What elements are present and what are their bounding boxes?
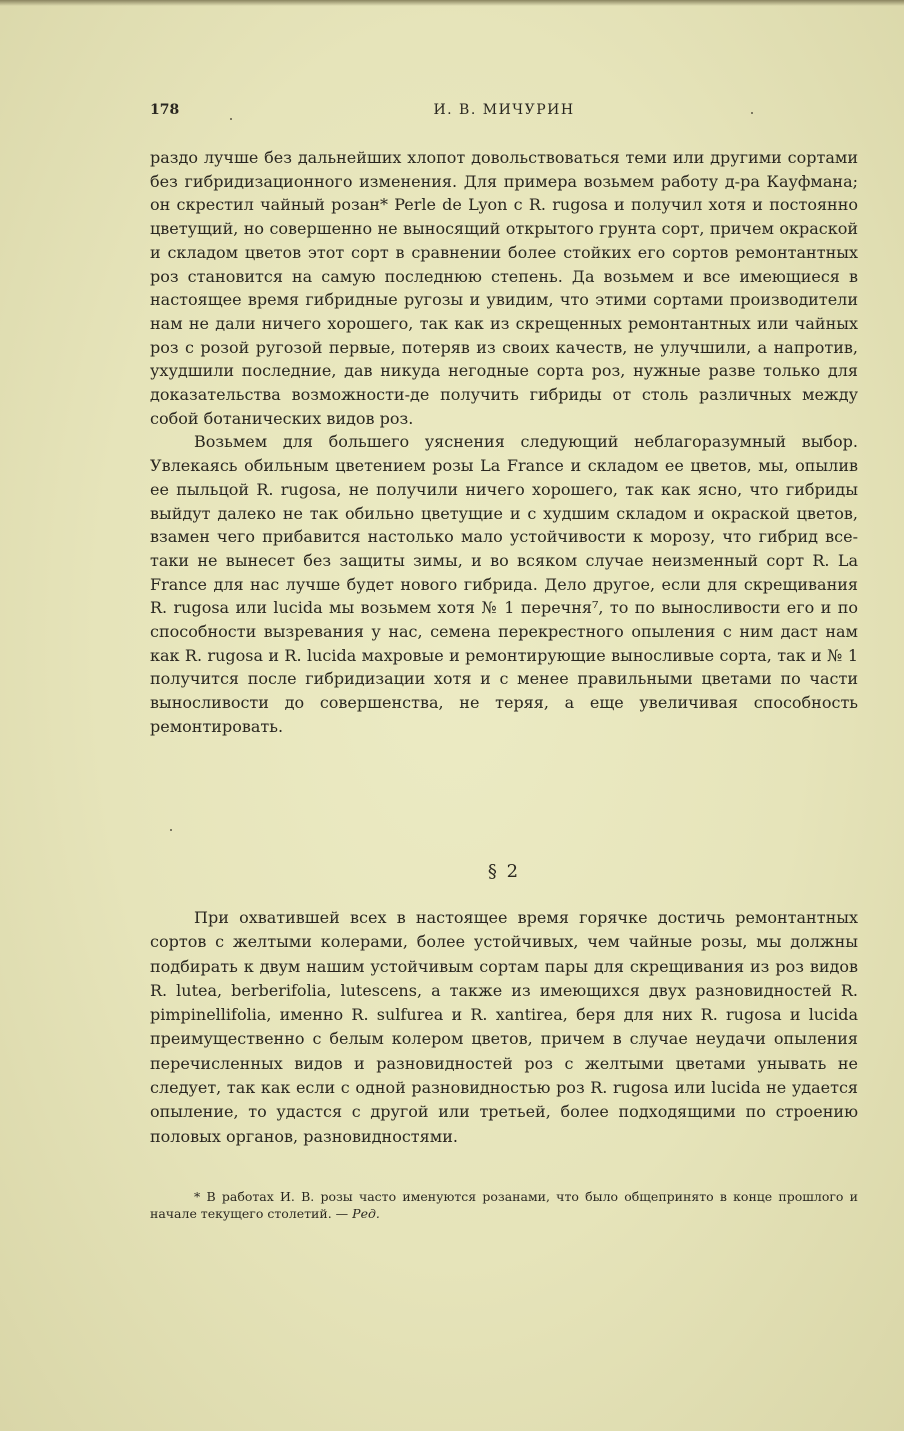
running-head: И. В. МИЧУРИН (433, 102, 575, 118)
footnote (150, 1188, 858, 1222)
paragraph-1: раздо лучше без дальнейших хлопот довольствоваться теми или другими сортами без гибридизационного изменения. Для примера возьмем работу д-ра Кауфмана; он скрестил чайный розан* Perle de Lyon с R. rugosa и получил хотя и постоянно цветущий, но совершенно не выносящий открытого грунта сорт, причем окраской и складом цветов этот сорт в сравнении более стойких его сортов ремонтантных роз становится на самую последнюю степень. Да возьмем и все имеющиеся в настоящее время гибридные ругозы и увидим, что этими сортами производители нам не дали ничего хорошего, так как из скрещенных ремонтантных или чайных роз с розой ругозой первые, потеряв из своих качеств, не улучшили, а напротив, ухудшили последние, дав никуда негодные сорта роз, нужные разве только для доказательства возможности-де получить гибриды от столь различных между собой ботанических видов роз. (150, 148, 858, 428)
main-text (150, 146, 858, 739)
section-heading: § 2 (487, 861, 521, 882)
paragraph-2: Возьмем для большего уяснения следующий неблагоразумный выбор. Увлекаясь обильным цветением розы La France и складом ее цветов, мы, опылив ее пыльцой R. rugosa, не получили ничего хорошего, так как ясно, что гибриды выйдут далеко не так обильно цветущие и с худшим складом и окраской цветов, взамен чего прибавится настолько мало устойчивости к морозу, что гибрид все-таки не вынесет без защиты зимы, и во всяком случае неизменный сорт R. La France для нас лучше будет нового гибрида. Дело другое, если для скрещивания R. rugosa или lucida мы возьмем хотя № 1 перечня⁷, то по выносливости его и по способности вызревания у нас, семена перекрестного опыления с ним даст нам как R. rugosa и R. lucida махровые и ремонтирующие выносливые сорта, так и № 1 получится после гибридизации хотя и с менее правильными цветами по части выносливости до совершенства, не теряя, а еще увеличивая способность ремонтировать. (150, 432, 858, 736)
print-speck (170, 829, 172, 831)
footnote-text: * В работах И. В. розы часто именуются розанами, что было общепринято в конце прошлого и начале текущего столетий. — (150, 1189, 858, 1221)
section-paragraph: При охватившей всех в настоящее время горячке достичь ремонтантных сортов с желтыми колерами, более устойчивых, чем чайные розы, мы должны подбирать к двум нашим устойчивым сортам пары для скрещивания из роз видов R. lutea, berberifolia, lutescens, а также из имеющихся двух разновидностей R. pimpinellifolia, именно R. sulfurea и R. xantirea, беря для них R. rugosa и lucida преимущественно с белым колером цветов, причем в случае неудачи опыления перечисленных видов и разновидностей роз с желтыми цветами унывать не следует, так как если с одной разновидностью роз R. rugosa или lucida не удается опыление, то удастся с другой или третьей, более подходящими по строению половых органов, разновидностями. (150, 908, 858, 1146)
page-edge-shadow (0, 0, 904, 6)
page-number: 178 (150, 102, 180, 118)
print-speck (751, 112, 753, 114)
print-speck (230, 118, 232, 120)
footnote-editor-mark: Ред. (352, 1206, 380, 1221)
